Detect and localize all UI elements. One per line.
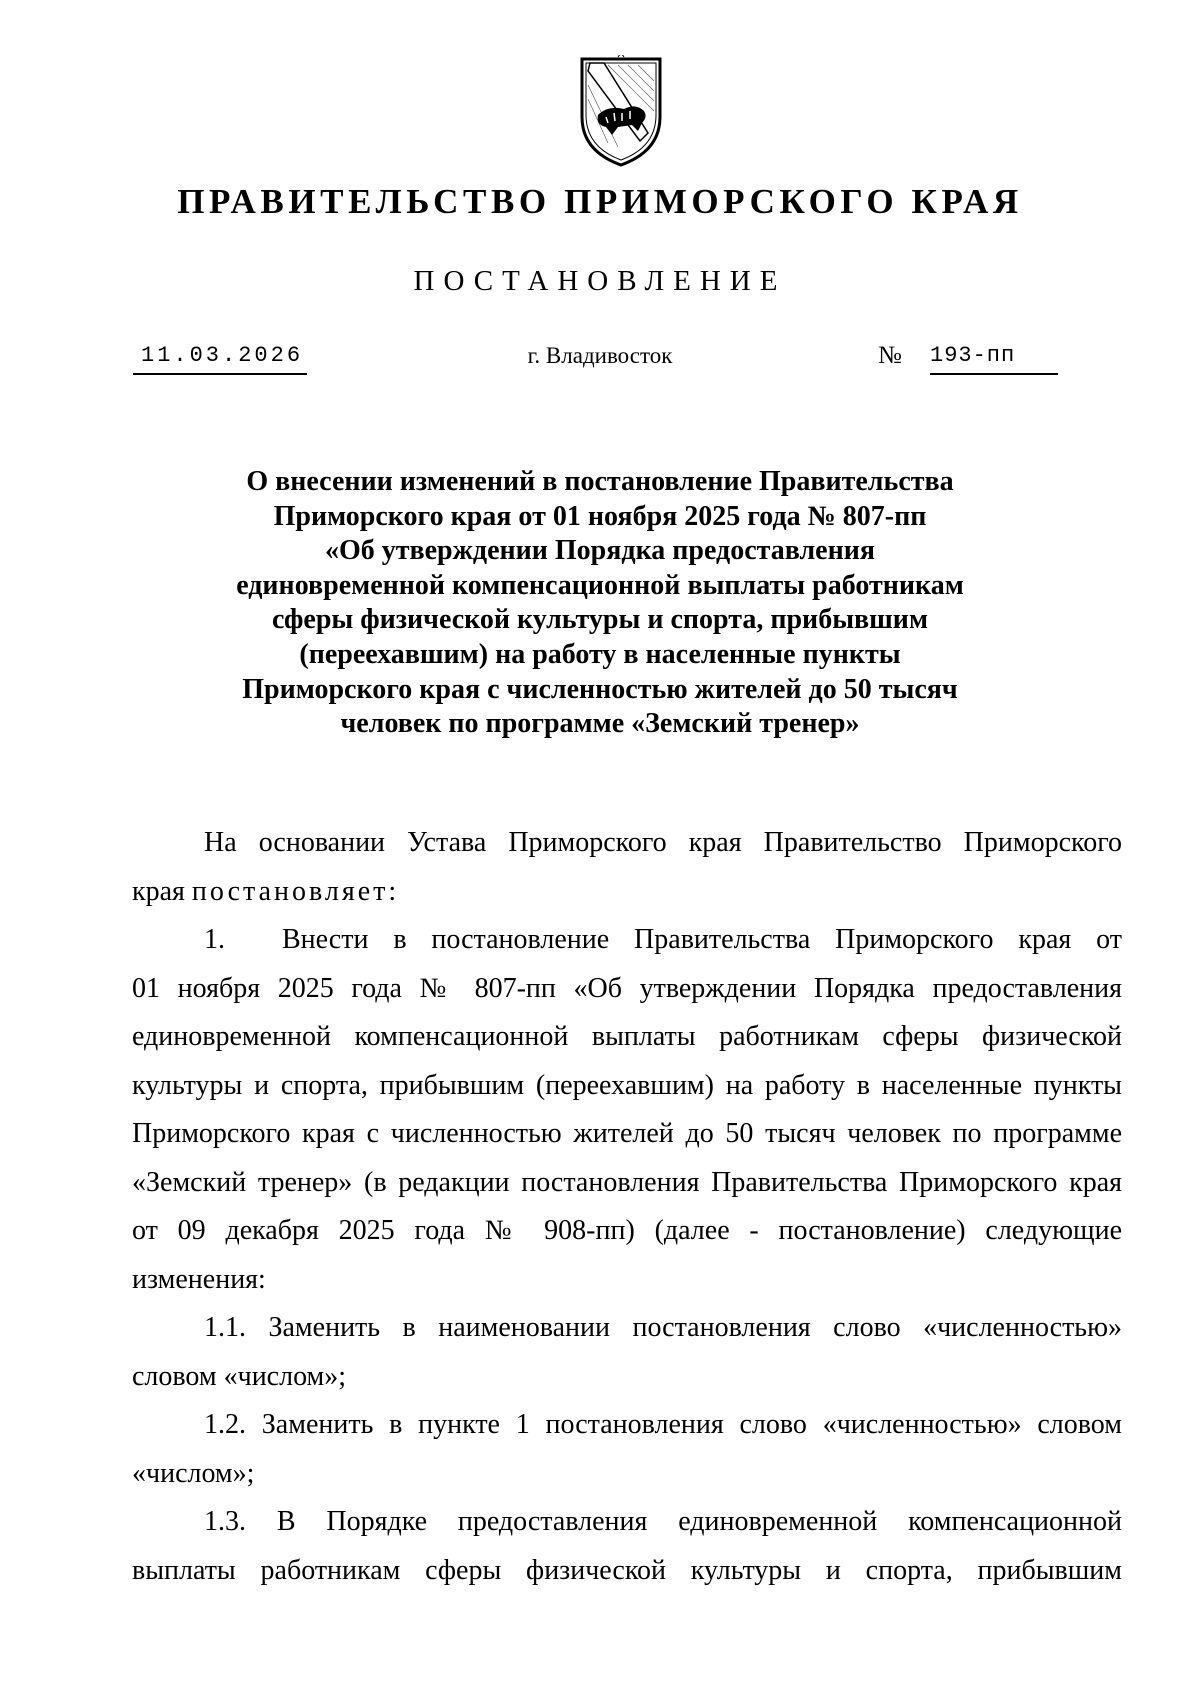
- document-subject: [160, 465, 1040, 742]
- preamble-word: края: [132, 875, 185, 907]
- number-sign: №: [878, 342, 902, 369]
- item-1-2-line: 1.2. Заменить в пункте 1 постановления слово «численностью» словом: [204, 1409, 1122, 1440]
- item-1-number: 1.: [204, 924, 225, 955]
- document-city: г. Владивосток: [527, 343, 673, 368]
- document-date-field: [133, 341, 307, 375]
- subject-line: О внесении изменений в постановление Правительства: [246, 466, 954, 497]
- item-1-line: [132, 916, 1122, 965]
- item-1-1-line: 1.1. Заменить в наименовании постановления слово «численностью»: [204, 1312, 1122, 1343]
- item-1-line: «Земский тренер» (в редакции постановления Правительства Приморского края: [132, 1166, 1122, 1198]
- subject-line: единовременной компенсационной выплаты работникам: [236, 569, 964, 601]
- paragraph-preamble-line: На основании Устава Приморского края Правительство Приморского: [204, 827, 1122, 858]
- subject-line: человек по программе «Земский тренер»: [340, 708, 860, 740]
- item-1-line: культуры и спорта, прибывшим (переехавшим) на работу в населенные пункты: [132, 1069, 1122, 1101]
- document-number-underline: [930, 341, 1058, 375]
- item-1-line: изменения:: [132, 1263, 266, 1295]
- item-1-line: 01 ноября 2025 года № 807-пп «Об утверждении Порядка предоставления: [132, 972, 1122, 1004]
- item-1-line: от 09 декабря 2025 года № 908-пп) (далее - постановление) следующие: [132, 1215, 1122, 1246]
- resolution-keyword: постановляет:: [191, 875, 400, 907]
- document-body: [132, 819, 1122, 1595]
- organization-title: ПРАВИТЕЛЬСТВО ПРИМОРСКОГО КРАЯ: [177, 182, 1023, 221]
- subject-line: Приморского края с численностью жителей до 50 тысяч: [242, 673, 958, 705]
- item-1-text: Внести в постановление Правительства Приморского края от: [282, 924, 1122, 955]
- item-1-3-line: выплаты работникам сферы физической культуры и спорта, прибывшим: [132, 1554, 1122, 1586]
- subject-line: (переехавшим) на работу в населенные пункты: [299, 638, 901, 670]
- document-type-heading: ПОСТАНОВЛЕНИЕ: [413, 265, 787, 297]
- item-1-1-line: словом «числом»;: [132, 1360, 347, 1392]
- document-date: 11.03.2026: [141, 343, 304, 368]
- coat-of-arms-emblem: [578, 55, 664, 171]
- paragraph-preamble-line: [132, 868, 1122, 917]
- item-1-2-line: «числом»;: [132, 1457, 255, 1489]
- subject-line: «Об утверждении Порядка предоставления: [324, 535, 876, 567]
- item-1-line: Приморского края с численностью жителей до 50 тысяч человек по программе: [132, 1118, 1122, 1149]
- item-1-line: единовременной компенсационной выплаты работникам сферы физической: [132, 1021, 1122, 1052]
- subject-line: сферы физической культуры и спорта, прибывшим: [271, 604, 929, 636]
- item-1-3-line: 1.3. В Порядке предоставления единовременной компенсационной: [204, 1506, 1122, 1537]
- document-number: 193-пп: [930, 343, 1016, 368]
- subject-line: Приморского края от 01 ноября 2025 года № 807-пп: [273, 500, 927, 532]
